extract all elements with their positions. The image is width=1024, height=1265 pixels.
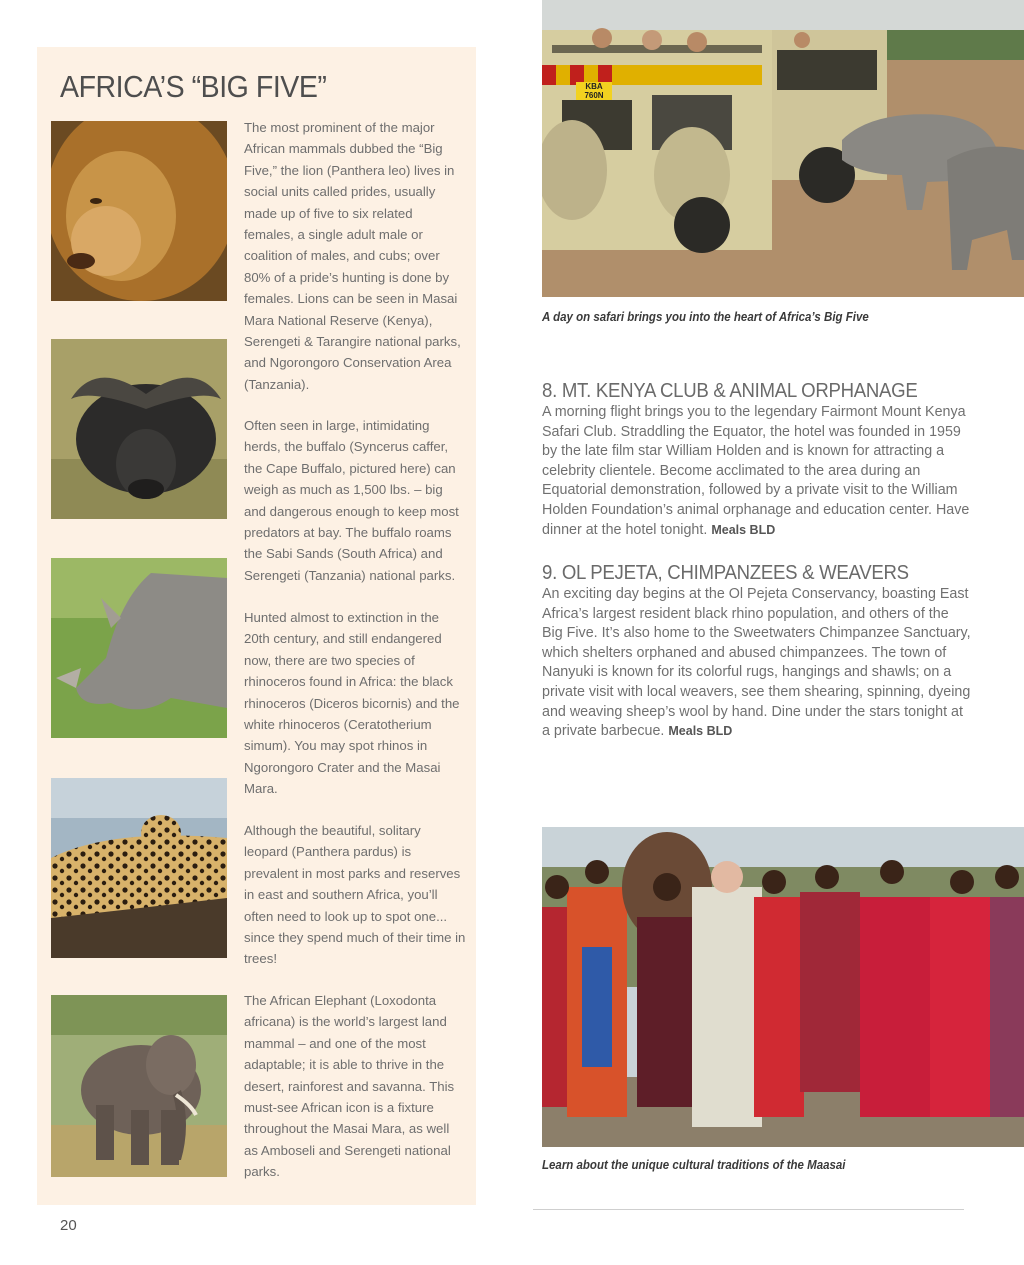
day-9-meals: Meals BLD — [668, 724, 733, 739]
safari-photo-caption: A day on safari brings you into the heart of Africa’s Big Five — [542, 310, 869, 324]
maasai-photo-caption: Learn about the unique cultural traditions of the Maasai — [542, 1158, 846, 1172]
day-9-body: An exciting day begins at the Ol Pejeta Conservancy, boasting East Africa’s largest resident black rhino population, and others of the Big Five. It’s also home to the Sweetwaters Chimpanzee Sanctuary, which shelters orphaned and abused chimpanzees. The town of Nanyuki is known for its colorful rugs, hangings and shawls; on a private visit with local weavers, see them shearing, spinning, dyeing and weaving sheep’s wool by hand. Dine under the stars tonight at a private barbecue. Meals BLD — [542, 586, 971, 740]
day-9-section — [542, 561, 972, 742]
rhino-photo — [51, 558, 227, 738]
buffalo-photo — [51, 339, 227, 519]
license-plate: KBA 760N — [576, 82, 612, 100]
day-8-heading: 8. MT. KENYA CLUB & ANIMAL ORPHANAGE — [542, 380, 918, 402]
day-8-body: A morning flight brings you to the legendary Fairmont Mount Kenya Safari Club. Straddling the Equator, the hotel was founded in 1959 by the late film star William Holden and is known for attracting a celebrity clientele. Become acclimated to the area during an Equatorial demonstration, followed by a private visit to the William Holden Foundation’s animal orphanage and education center. Have dinner at the hotel tonight. Meals BLD — [542, 404, 970, 538]
leopard-paragraph: Although the beautiful, solitary leopard (Panthera pardus) is prevalent in most parks and reserves in east and southern Africa, you’ll often need to look up to spot one... since they spend much of their time in trees! — [244, 823, 466, 967]
page-number: 20 — [60, 1217, 77, 1234]
maasai-group-photo — [542, 827, 1024, 1147]
lion-paragraph: The most prominent of the major African mammals dubbed the “Big Five,” the lion (Panthera leo) lives in social units called prides, usually made up of five to six related females, a single adult male or coalition of males, and cubs; over 80% of a pride’s hunting is done by females. Lions can be seen in Masai Mara National Reserve (Kenya), Serengeti & Tarangire national parks, and Ngorongoro Conservation Area (Tanzania). — [244, 120, 461, 392]
elephant-paragraph: The African Elephant (Loxodonta africana) is the world’s largest land mammal – and one of the most adaptable; it is able to thrive in the desert, rainforest and savanna. This must-see African icon is a fixture throughout the Masai Mara, as well as Amboseli and Serengeti national parks. — [244, 993, 455, 1180]
elephant-photo — [51, 995, 227, 1177]
divider-rule — [533, 1209, 964, 1210]
day-9-heading: 9. OL PEJETA, CHIMPANZEES & WEAVERS — [542, 562, 909, 584]
buffalo-paragraph: Often seen in large, intimidating herds, the buffalo (Syncerus caffer, the Cape Buffalo, pictured here) can weigh as much as 1,500 lbs. – big and dangerous enough to keep most predators at bay. The buffalo roams the Sabi Sands (South Africa) and Serengeti (Tanzania) national parks. — [244, 418, 459, 583]
safari-vehicles-photo — [542, 0, 1024, 297]
sidebar-title: AFRICA’S “BIG FIVE” — [60, 69, 327, 104]
leopard-photo — [51, 778, 227, 958]
day-8-section — [542, 379, 972, 540]
lion-photo — [51, 121, 227, 301]
big-five-sidebar — [37, 47, 476, 1205]
rhino-paragraph: Hunted almost to extinction in the 20th century, and still endangered now, there are two species of rhinoceros found in Africa: the black rhinoceros (Diceros bicornis) and the white rhinoceros (Ceratotherium simum). You may spot rhinos in Ngorongoro Crater and the Masai Mara. — [244, 610, 460, 797]
day-8-meals: Meals BLD — [711, 522, 776, 537]
